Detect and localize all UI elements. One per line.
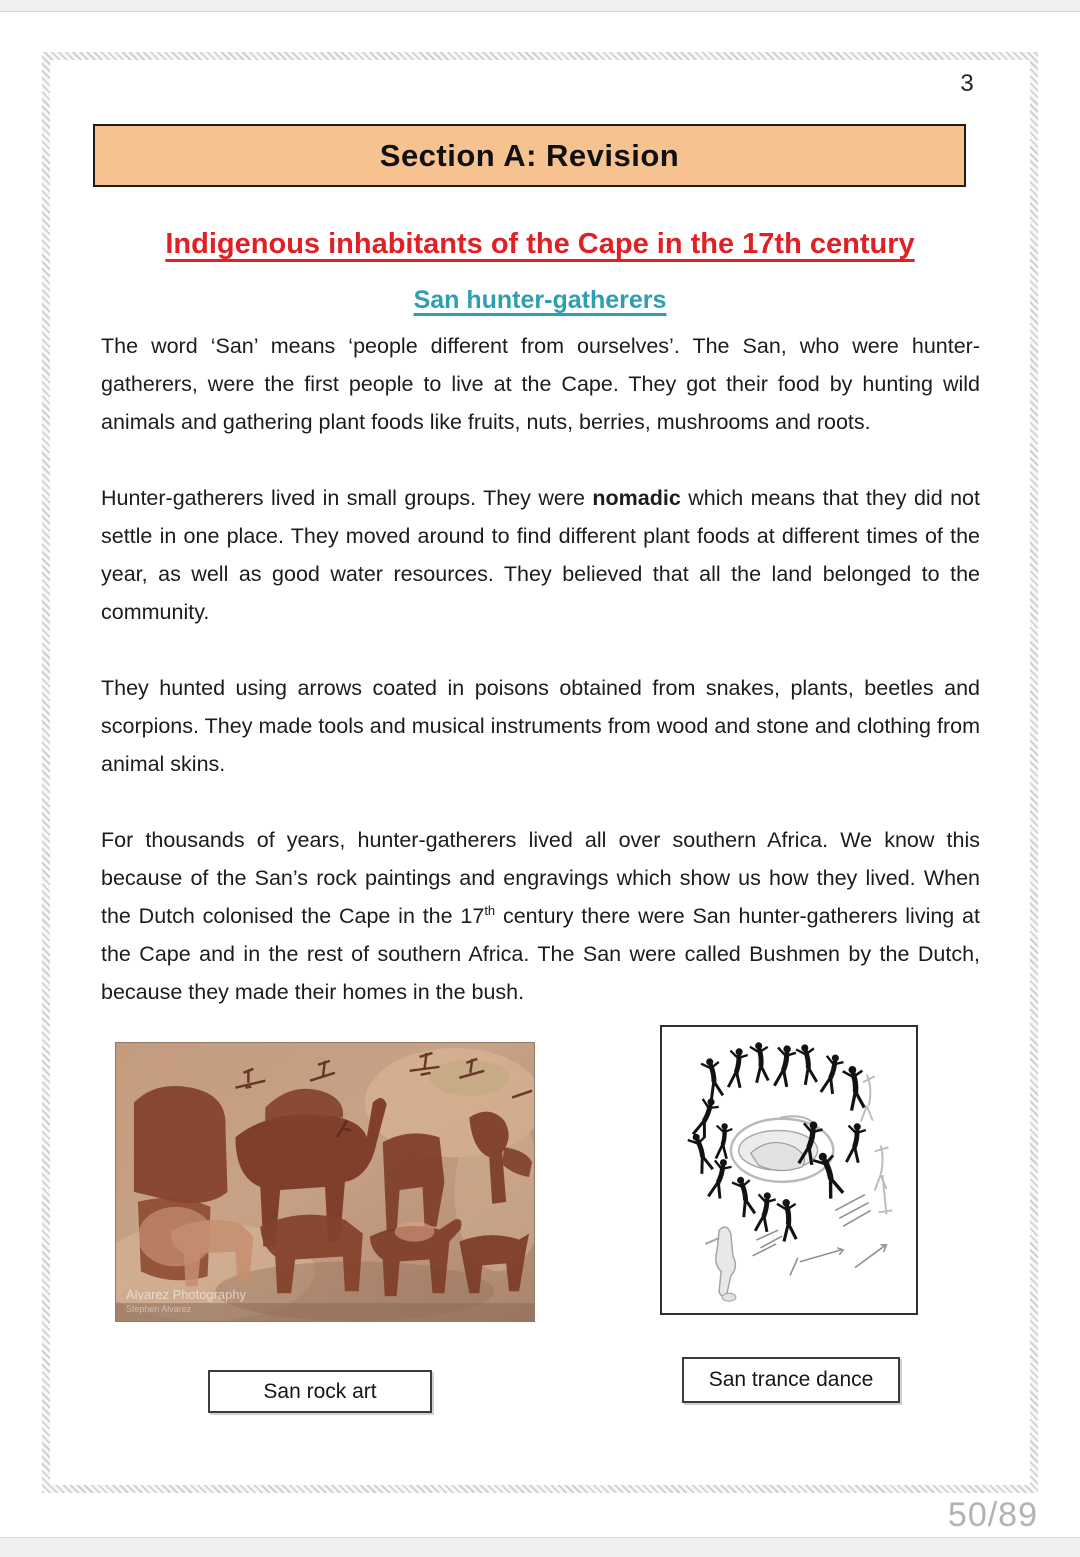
viewer-bottom-edge <box>0 1537 1080 1557</box>
body-text <box>101 327 980 1049</box>
paragraph-3: They hunted using arrows coated in poisons obtained from snakes, plants, beetles and scorpions. They made tools and musical instruments from wood and stone and clothing from animal skins. <box>101 676 980 776</box>
rock-art-caption: San rock art <box>263 1379 377 1403</box>
page-number: 3 <box>960 70 974 97</box>
document-title: Indigenous inhabitants of the Cape in the 17th century <box>165 228 915 260</box>
paragraph-2-text: Hunter-gatherers lived in small groups. They were <box>101 486 593 510</box>
viewer-page-indicator: 50/89 <box>947 1496 1038 1534</box>
paragraph-4 <box>101 821 980 1011</box>
photo-watermark-line2: Stephen Alvarez <box>125 1304 192 1315</box>
viewer-top-edge <box>0 0 1080 12</box>
trance-dance-caption-box <box>682 1357 900 1403</box>
paragraph-1: The word ‘San’ means ‘people different from ourselves’. The San, who were hunter-gatherers, were the first people to live at the Cape. They got their food by hunting wild animals and gathering plant foods like fruits, nuts, berries, mushrooms and roots. <box>101 334 980 434</box>
rock-art-illustration <box>116 1043 534 1321</box>
rock-art-caption-box <box>208 1370 432 1413</box>
trance-dance-image <box>660 1025 918 1315</box>
paragraph-4-text-cont: century there were San hunter-gatherers living at the Cape and in the rest of southern Africa. The San were called Bushmen by the Dutch, because they made their homes in the bush. <box>101 904 980 1004</box>
paragraph-2-text-cont: which means that they did not settle in one place. They moved around to find different plant foods at different times of the year, as well as good water resources. They believed that all the land belonged to the community. <box>101 486 980 624</box>
bold-word-nomadic: nomadic <box>592 486 681 510</box>
document-subtitle: San hunter-gatherers <box>413 286 667 314</box>
rock-art-image <box>115 1042 535 1322</box>
trance-dance-illustration <box>662 1027 916 1313</box>
paragraph-2 <box>101 479 980 631</box>
section-header-banner <box>93 124 966 187</box>
trance-dance-caption: San trance dance <box>708 1368 874 1391</box>
ordinal-superscript: th <box>484 902 496 918</box>
section-header-label: Section A: Revision <box>379 137 680 173</box>
paragraph-4-text: For thousands of years, hunter-gatherers lived all over southern Africa. We know this because of the San’s rock paintings and engravings which show us how they lived. When the Dutch colonised the Cape in the 17 <box>101 828 980 928</box>
photo-watermark-line1: Alvarez Photography <box>125 1287 246 1303</box>
